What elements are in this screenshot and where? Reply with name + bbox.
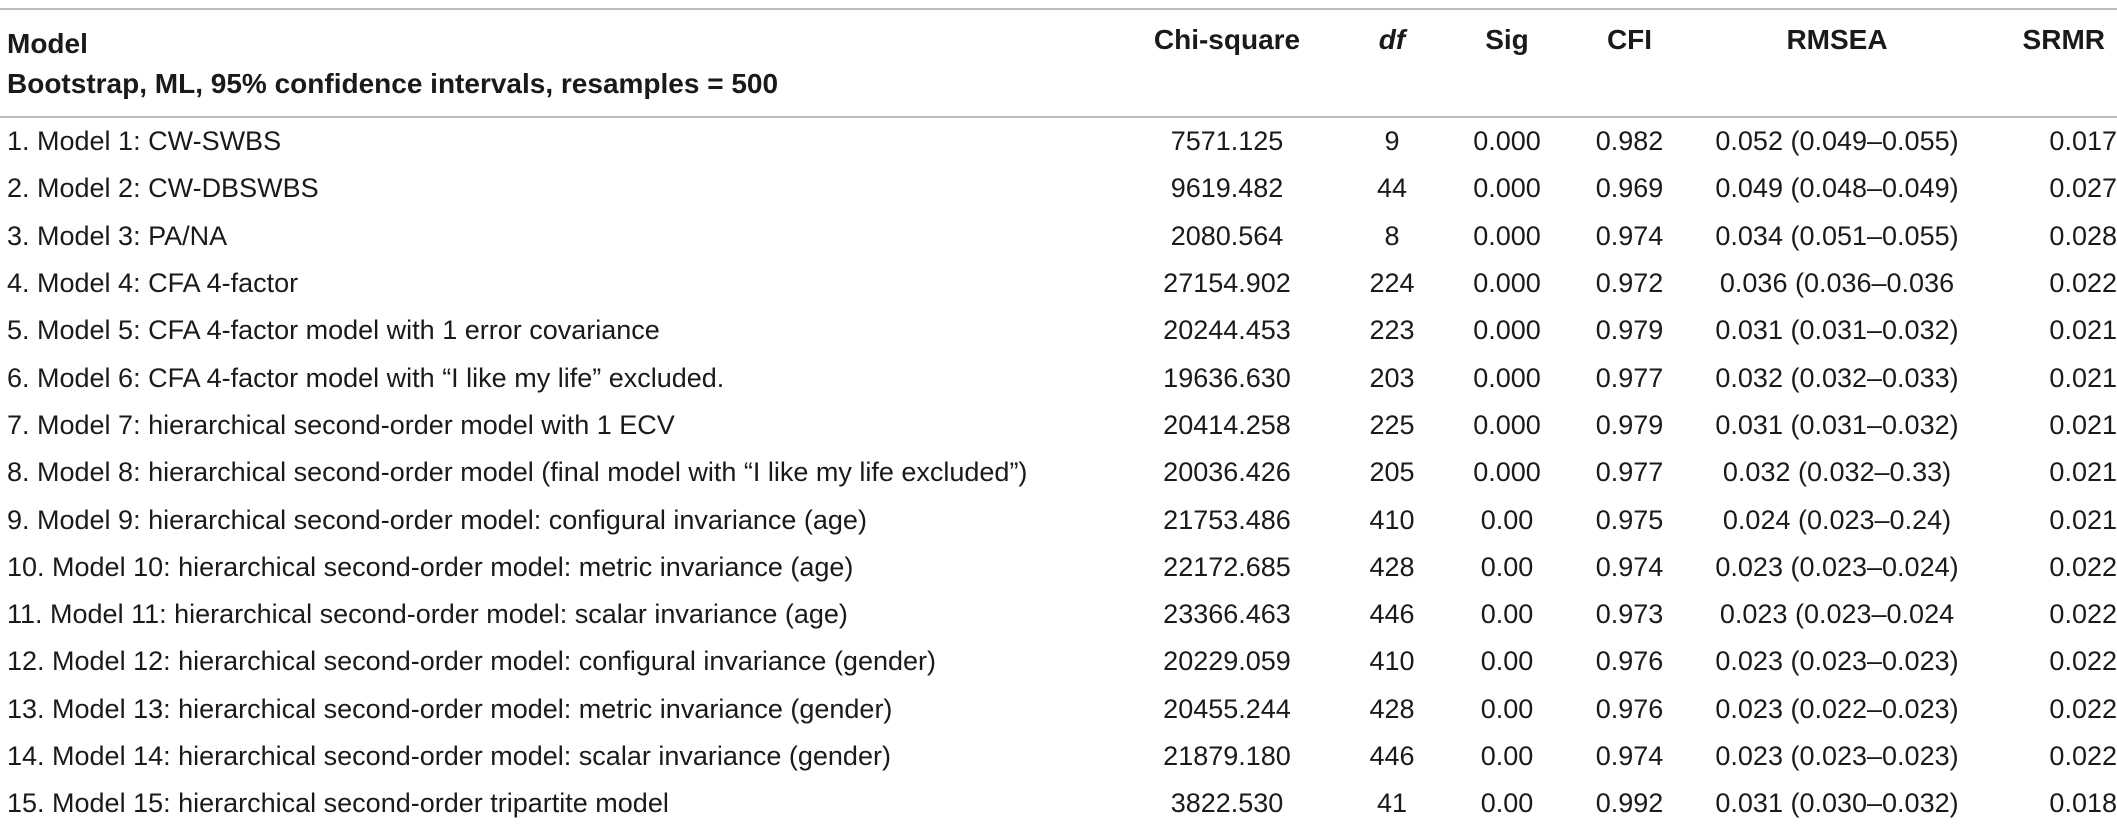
cell-cfi: 0.974 xyxy=(1595,220,1664,251)
cell-srmr: 0.028 xyxy=(2049,220,2117,251)
cell-sig: 0.00 xyxy=(1480,551,1534,582)
cell-srmr: 0.022 xyxy=(2049,268,2117,299)
cell-cfi: 0.977 xyxy=(1595,362,1664,393)
cell-chi-square: 20414.258 xyxy=(1163,409,1291,440)
cell-chi-square: 2080.564 xyxy=(1170,220,1284,251)
cell-chi-square: 20455.244 xyxy=(1163,693,1291,724)
cell-sig: 0.000 xyxy=(1473,268,1541,299)
cell-cfi: 0.972 xyxy=(1595,268,1664,299)
cell-sig: 0.00 xyxy=(1480,693,1534,724)
cell-df: 8 xyxy=(1384,220,1400,251)
cell-chi-square: 27154.902 xyxy=(1163,268,1291,299)
cell-df: 224 xyxy=(1369,268,1415,299)
table-row xyxy=(0,213,2117,260)
cell-model: 14. Model 14: hierarchical second-order model: scalar invariance (gender) xyxy=(7,741,891,771)
table-row xyxy=(0,496,2117,543)
cell-chi-square: 21879.180 xyxy=(1163,741,1291,771)
cell-rmsea: 0.034 (0.051–0.055) xyxy=(1715,220,1959,251)
table-row xyxy=(0,544,2117,591)
table-body xyxy=(0,118,2117,827)
cell-srmr: 0.017 xyxy=(2049,126,2117,157)
cell-model: 1. Model 1: CW-SWBS xyxy=(7,126,282,157)
cell-cfi: 0.973 xyxy=(1595,599,1664,630)
cell-chi-square: 19636.630 xyxy=(1163,362,1291,393)
cell-chi-square: 7571.125 xyxy=(1170,126,1284,157)
table-row xyxy=(0,402,2117,449)
cell-rmsea: 0.031 (0.031–0.032) xyxy=(1715,315,1959,346)
cell-rmsea: 0.049 (0.048–0.049) xyxy=(1715,173,1959,204)
cell-cfi: 0.969 xyxy=(1595,173,1664,204)
cell-rmsea: 0.023 (0.022–0.023) xyxy=(1715,693,1959,724)
table-row xyxy=(0,307,2117,354)
cell-rmsea: 0.024 (0.023–0.24) xyxy=(1722,504,1952,535)
cell-model: 8. Model 8: hierarchical second-order model (final model with “I like my life excluded”) xyxy=(7,457,1028,488)
cell-rmsea: 0.032 (0.032–0.33) xyxy=(1722,457,1952,488)
cell-df: 205 xyxy=(1369,457,1415,488)
cell-srmr: 0.021 xyxy=(2049,409,2117,440)
cell-cfi: 0.979 xyxy=(1595,409,1664,440)
cell-cfi: 0.979 xyxy=(1595,315,1664,346)
cell-rmsea: 0.023 (0.023–0.023) xyxy=(1715,646,1959,677)
cell-chi-square: 9619.482 xyxy=(1170,173,1284,204)
cell-model: 13. Model 13: hierarchical second-order model: metric invariance (gender) xyxy=(7,693,893,724)
cell-rmsea: 0.036 (0.036–0.036 xyxy=(1719,268,1955,299)
header-df: df xyxy=(1378,24,1406,55)
cell-srmr: 0.021 xyxy=(2049,362,2117,393)
table-row xyxy=(0,591,2117,638)
cell-rmsea: 0.023 (0.023–0.024 xyxy=(1719,599,1955,630)
cell-df: 428 xyxy=(1369,693,1415,724)
header-model-subtitle: Bootstrap, ML, 95% confidence intervals, resamples = 500 xyxy=(7,68,779,99)
cell-rmsea: 0.031 (0.031–0.032) xyxy=(1715,409,1959,440)
cell-model: 6. Model 6: CFA 4-factor model with “I like my life” excluded. xyxy=(7,362,725,393)
table-row xyxy=(0,780,2117,827)
cell-cfi: 0.977 xyxy=(1595,457,1664,488)
cell-cfi: 0.992 xyxy=(1595,788,1664,819)
table-row xyxy=(0,733,2117,780)
header-model-label: Model xyxy=(7,28,88,59)
cell-chi-square: 20229.059 xyxy=(1163,646,1291,677)
cell-chi-square: 20036.426 xyxy=(1163,457,1291,488)
header-sig: Sig xyxy=(1485,24,1529,55)
cell-rmsea: 0.052 (0.049–0.055) xyxy=(1715,126,1959,157)
cell-srmr: 0.022 xyxy=(2049,646,2117,677)
cell-rmsea: 0.032 (0.032–0.033) xyxy=(1715,362,1959,393)
cell-chi-square: 23366.463 xyxy=(1163,599,1291,630)
cell-df: 410 xyxy=(1369,504,1415,535)
cell-model: 2. Model 2: CW-DBSWBS xyxy=(7,173,319,204)
cell-sig: 0.00 xyxy=(1480,741,1534,771)
cell-chi-square: 20244.453 xyxy=(1163,315,1291,346)
cell-cfi: 0.976 xyxy=(1595,646,1664,677)
cell-srmr: 0.018 xyxy=(2049,788,2117,819)
cell-df: 428 xyxy=(1369,551,1415,582)
cell-chi-square: 22172.685 xyxy=(1163,551,1291,582)
table-row xyxy=(0,686,2117,733)
cell-df: 223 xyxy=(1369,315,1415,346)
cell-model: 3. Model 3: PA/NA xyxy=(7,220,228,251)
cell-srmr: 0.022 xyxy=(2049,599,2117,630)
cell-srmr: 0.021 xyxy=(2049,315,2117,346)
cell-df: 203 xyxy=(1369,362,1415,393)
cell-chi-square: 3822.530 xyxy=(1170,788,1284,819)
cell-df: 44 xyxy=(1376,173,1408,204)
header-model xyxy=(7,24,778,104)
cell-sig: 0.000 xyxy=(1473,220,1541,251)
table-row xyxy=(0,260,2117,307)
cell-chi-square: 21753.486 xyxy=(1163,504,1291,535)
cell-sig: 0.00 xyxy=(1480,599,1534,630)
cell-df: 410 xyxy=(1369,646,1415,677)
cell-df: 225 xyxy=(1369,409,1415,440)
table-row xyxy=(0,638,2117,685)
cell-sig: 0.000 xyxy=(1473,126,1541,157)
cell-cfi: 0.982 xyxy=(1595,126,1664,157)
table-row xyxy=(0,165,2117,212)
table-header xyxy=(0,0,2117,116)
cell-srmr: 0.022 xyxy=(2049,551,2117,582)
cell-srmr: 0.022 xyxy=(2049,741,2117,771)
cell-df: 446 xyxy=(1369,741,1415,771)
table-row xyxy=(0,449,2117,496)
table-row xyxy=(0,354,2117,401)
cell-model: 10. Model 10: hierarchical second-order model: metric invariance (age) xyxy=(7,551,854,582)
cell-df: 9 xyxy=(1384,126,1400,157)
header-cfi: CFI xyxy=(1606,24,1653,55)
cell-sig: 0.000 xyxy=(1473,362,1541,393)
cell-srmr: 0.021 xyxy=(2049,457,2117,488)
cell-model: 5. Model 5: CFA 4-factor model with 1 error covariance xyxy=(7,315,660,346)
cell-cfi: 0.976 xyxy=(1595,693,1664,724)
cell-sig: 0.00 xyxy=(1480,788,1534,819)
cell-sig: 0.00 xyxy=(1480,504,1534,535)
cell-rmsea: 0.023 (0.023–0.024) xyxy=(1715,551,1959,582)
cell-rmsea: 0.023 (0.023–0.023) xyxy=(1715,741,1959,771)
header-chi-square: Chi-square xyxy=(1153,24,1301,55)
cell-df: 41 xyxy=(1376,788,1408,819)
cell-model: 11. Model 11: hierarchical second-order model: scalar invariance (age) xyxy=(7,599,848,630)
cell-srmr: 0.027 xyxy=(2049,173,2117,204)
cell-sig: 0.00 xyxy=(1480,646,1534,677)
cell-cfi: 0.974 xyxy=(1595,551,1664,582)
header-rmsea: RMSEA xyxy=(1786,24,1888,55)
cell-srmr: 0.021 xyxy=(2049,504,2117,535)
cell-rmsea: 0.031 (0.030–0.032) xyxy=(1715,788,1959,819)
cell-cfi: 0.975 xyxy=(1595,504,1664,535)
cell-srmr: 0.022 xyxy=(2049,693,2117,724)
table-row xyxy=(0,118,2117,165)
cell-sig: 0.000 xyxy=(1473,315,1541,346)
cell-model: 9. Model 9: hierarchical second-order model: configural invariance (age) xyxy=(7,504,867,535)
cell-sig: 0.000 xyxy=(1473,173,1541,204)
cell-df: 446 xyxy=(1369,599,1415,630)
cell-model: 7. Model 7: hierarchical second-order model with 1 ECV xyxy=(7,409,675,440)
cell-model: 15. Model 15: hierarchical second-order tripartite model xyxy=(7,788,669,819)
cell-model: 4. Model 4: CFA 4-factor xyxy=(7,268,299,299)
results-table xyxy=(0,118,2117,827)
cell-model: 12. Model 12: hierarchical second-order model: configural invariance (gender) xyxy=(7,646,936,677)
cell-sig: 0.000 xyxy=(1473,457,1541,488)
header-srmr: SRMR xyxy=(2022,24,2105,55)
cell-sig: 0.000 xyxy=(1473,409,1541,440)
cell-cfi: 0.974 xyxy=(1595,741,1664,771)
